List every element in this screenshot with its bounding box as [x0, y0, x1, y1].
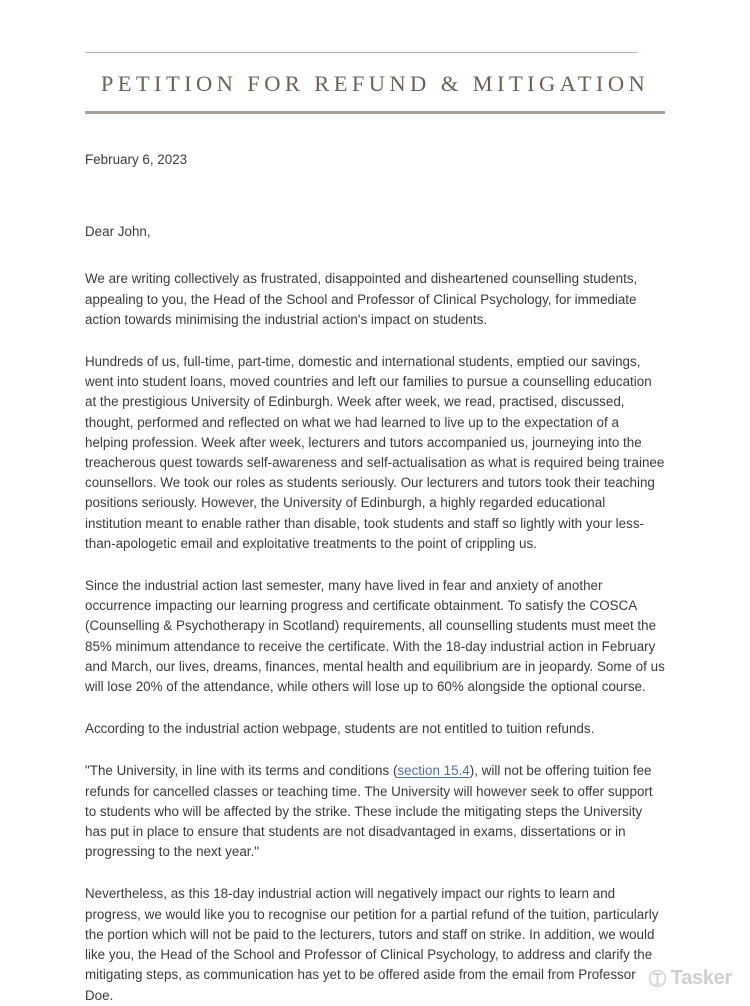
- tasker-circle-logo-icon: [648, 969, 667, 988]
- letter-date: February 6, 2023: [85, 152, 188, 167]
- paragraph-3: Since the industrial action last semester, many have lived in fear and anxiety of another occurrence impacting our learning progress and certificate obtainment. To satisfy the COSCA (Counselling & Psychotherapy in Scotland) requirements, all counselling students must meet the 85% minimum attendance to receive the certificate. With the 18-day industrial action in February and March, our lives, dreams, finances, mental health and equilibrium are in jeopardy. Some of us will lose 20% of the attendance, while others will lose up to 60% alongside the optional course.: [85, 578, 665, 695]
- paragraph-4: According to the industrial action webpage, students are not entitled to tuition refunds.: [85, 721, 595, 737]
- tasker-watermark: [648, 968, 732, 988]
- paragraph-6: Nevertheless, as this 18-day industrial action will negatively impact our rights to learn and progress, we would like you to recognise our petition for a partial refund of the tuition, particularly the portion which will not be paid to the lecturers, tutors and staff on strike. In addition, we would like you, the Head of the School and Professor of Clinical Psychology, to address and clarify the mitigating steps, as communication has yet to be offered aside from the email from Professor Doe.: [85, 886, 659, 1003]
- section-15-4-link[interactable]: section 15.4: [397, 763, 470, 779]
- letter-body: [85, 150, 665, 1006]
- letterhead: [85, 52, 665, 114]
- tasker-watermark-label: Tasker: [670, 967, 732, 989]
- quote-prefix-text: "The University, in line with its terms and conditions (: [85, 763, 398, 779]
- paragraph-5-quote: [85, 761, 665, 862]
- letter-salutation: Dear John,: [85, 224, 151, 240]
- page-title: PETITION FOR REFUND & MITIGATION: [100, 71, 650, 96]
- paragraph-2: Hundreds of us, full-time, part-time, domestic and international students, emptied our savings, went into student loans, moved countries and left our families to pursue a counselling education at the prestigious University of Edinburgh. Week after week, we read, practised, discussed, thought, performed and reflected on what we had learned to live up to the expectation of a helping profession. Week after week, lecturers and tutors accompanied us, journeying into the treacherous quest towards self-awareness and self-actualisation as what is required being trainee counsellors. We took our roles as students seriously. Our lecturers and tutors took their teaching positions seriously. However, the University of Edinburgh, a highly regarded educational institution meant to enable rather than disable, took students and staff so lightly with your less-than-apologetic email and exploitative treatments to the point of crippling us.: [85, 354, 665, 551]
- quote-suffix-text: ), will not be offering tuition fee refunds for cancelled classes or teaching time. The University will however seek to offer support to students who will be affected by the strike. These include the mitigating steps the University has put in place to ensure that students are not disadvantaged in exams, dissertations or in progressing to the next year.": [85, 763, 653, 860]
- header-rule-bottom: [85, 111, 665, 114]
- paragraph-1: We are writing collectively as frustrated, disappointed and disheartened counselling students, appealing to you, the Head of the School and Professor of Clinical Psychology, for immediate action towards minimising the industrial action's impact on students.: [85, 271, 638, 327]
